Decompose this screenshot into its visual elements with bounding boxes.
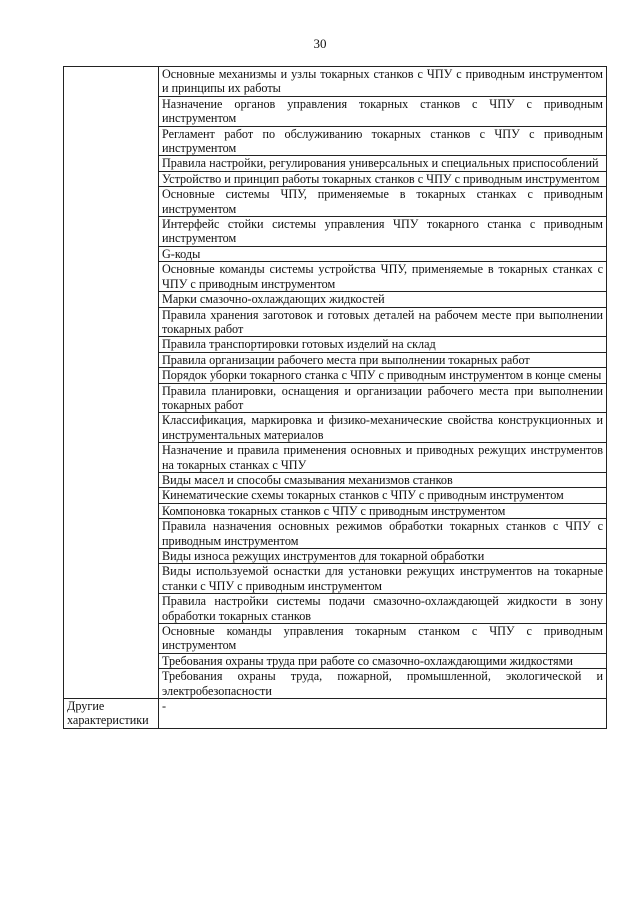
knowledge-item: Правила настройки, регулирования универсальных и специальных приспособлений <box>159 156 607 171</box>
knowledge-item: Компоновка токарных станков с ЧПУ с приводным инструментом <box>159 503 607 518</box>
knowledge-item: Виды масел и способы смазывания механизмов станков <box>159 472 607 487</box>
knowledge-item: Виды используемой оснастки для установки режущих инструментов на токарные станки с ЧПУ с приводным инструментом <box>159 564 607 594</box>
knowledge-item: Регламент работ по обслуживанию токарных станков с ЧПУ с приводным инструментом <box>159 126 607 156</box>
knowledge-table <box>63 66 607 729</box>
section-label-cell <box>64 67 159 699</box>
knowledge-item: Порядок уборки токарного станка с ЧПУ с приводным инструментом в конце смены <box>159 368 607 383</box>
knowledge-item: Требования охраны труда при работе со смазочно-охлаждающими жидкостями <box>159 653 607 668</box>
knowledge-item: Назначение органов управления токарных станков с ЧПУ с приводным инструментом <box>159 96 607 126</box>
knowledge-item: Правила планировки, оснащения и организации рабочего места при выполнении токарных работ <box>159 383 607 413</box>
knowledge-item: Назначение и правила применения основных и приводных режущих инструментов на токарных станках с ЧПУ <box>159 443 607 473</box>
knowledge-item: Интерфейс стойки системы управления ЧПУ токарного станка с приводным инструментом <box>159 217 607 247</box>
other-characteristics-label: Другие характеристики <box>64 699 159 729</box>
knowledge-item: Основные механизмы и узлы токарных станков с ЧПУ с приводным инструментом и принципы их работы <box>159 67 607 97</box>
knowledge-item: Кинематические схемы токарных станков с ЧПУ с приводным инструментом <box>159 488 607 503</box>
knowledge-item: Правила хранения заготовок и готовых деталей на рабочем месте при выполнении токарных работ <box>159 307 607 337</box>
knowledge-table-body <box>64 67 607 729</box>
knowledge-item: Классификация, маркировка и физико-механические свойства конструкционных и инструментальных материалов <box>159 413 607 443</box>
knowledge-row <box>64 67 607 97</box>
knowledge-item: Основные команды системы устройства ЧПУ, применяемые в токарных станках с ЧПУ с приводным инструментом <box>159 262 607 292</box>
knowledge-item: Марки смазочно-охлаждающих жидкостей <box>159 292 607 307</box>
knowledge-item: Основные команды управления токарным станком с ЧПУ с приводным инструментом <box>159 624 607 654</box>
knowledge-item: Правила транспортировки готовых изделий на склад <box>159 337 607 352</box>
knowledge-item: Виды износа режущих инструментов для токарной обработки <box>159 549 607 564</box>
other-characteristics-row <box>64 699 607 729</box>
knowledge-item: Основные системы ЧПУ, применяемые в токарных станках с приводным инструментом <box>159 187 607 217</box>
other-characteristics-value: - <box>159 699 607 729</box>
knowledge-item: Устройство и принцип работы токарных станков с ЧПУ с приводным инструментом <box>159 171 607 186</box>
knowledge-item: Правила настройки системы подачи смазочно-охлаждающей жидкости в зону обработки токарных станков <box>159 594 607 624</box>
knowledge-item: Правила назначения основных режимов обработки токарных станков с ЧПУ с приводным инструментом <box>159 519 607 549</box>
knowledge-item: Правила организации рабочего места при выполнении токарных работ <box>159 352 607 367</box>
knowledge-item: G-коды <box>159 246 607 261</box>
page-number: 30 <box>313 36 327 51</box>
knowledge-item: Требования охраны труда, пожарной, промышленной, экологической и электробезопасности <box>159 669 607 699</box>
